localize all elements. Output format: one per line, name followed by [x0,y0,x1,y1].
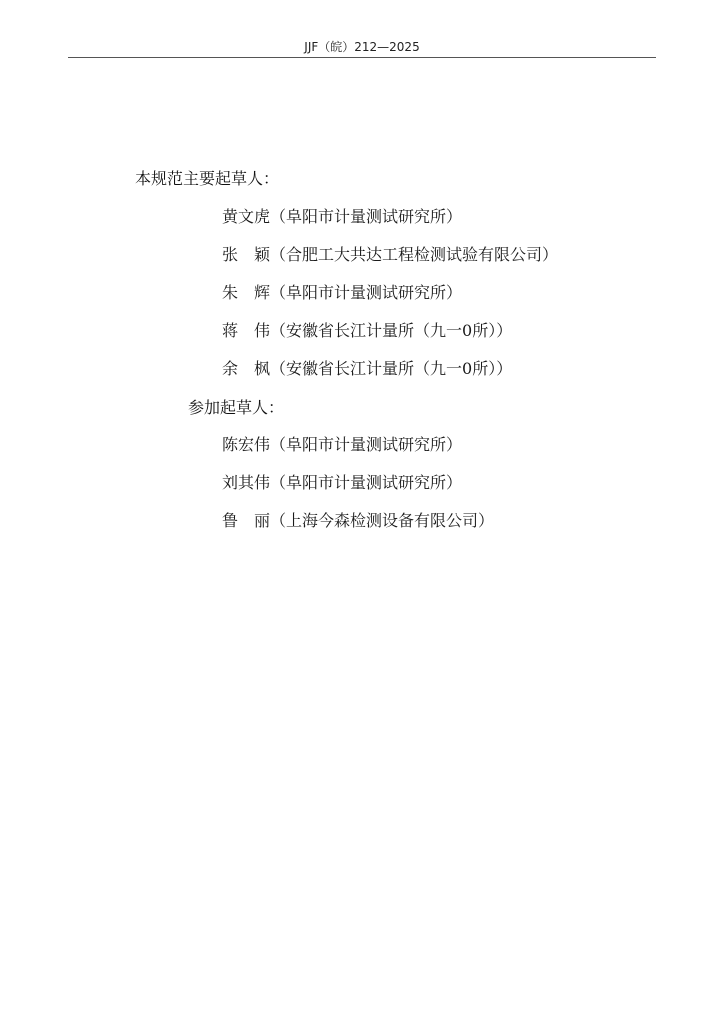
drafter-name: 张 颖 [222,245,271,264]
participant-organization: （阜阳市计量测试研究所） [270,435,463,454]
drafter-organization: （合肥工大共达工程检测试验有限公司） [270,245,559,264]
drafter-organization: （阜阳市计量测试研究所） [270,283,463,302]
drafter-entry [222,204,462,227]
participant-entry [222,470,462,493]
participant-name: 刘其伟 [222,473,271,492]
drafter-organization: （安徽省长江计量所（九一0所）） [270,321,513,340]
participant-entry [222,508,494,531]
main-drafters-heading: 本规范主要起草人： [135,169,280,188]
drafter-organization: （阜阳市计量测试研究所） [270,207,463,226]
participant-name: 陈宏伟 [222,435,271,454]
participant-entry [222,432,462,455]
drafter-entry [222,356,512,379]
drafter-name: 朱 辉 [222,283,271,302]
drafter-name: 余 枫 [222,359,271,378]
drafter-entry [222,280,462,303]
header-rule [68,57,656,58]
drafter-name: 蒋 伟 [222,321,271,340]
participant-organization: （阜阳市计量测试研究所） [270,473,463,492]
participant-name: 鲁 丽 [222,511,271,530]
drafter-entry [222,242,558,265]
drafter-name: 黄文虎 [222,207,271,226]
participating-drafters-heading: 参加起草人： [188,398,285,417]
participant-organization: （上海今森检测设备有限公司） [270,511,495,530]
drafter-organization: （安徽省长江计量所（九一0所）） [270,359,513,378]
drafter-entry [222,318,512,341]
running-header: JJF（皖）212—2025 [304,40,420,54]
